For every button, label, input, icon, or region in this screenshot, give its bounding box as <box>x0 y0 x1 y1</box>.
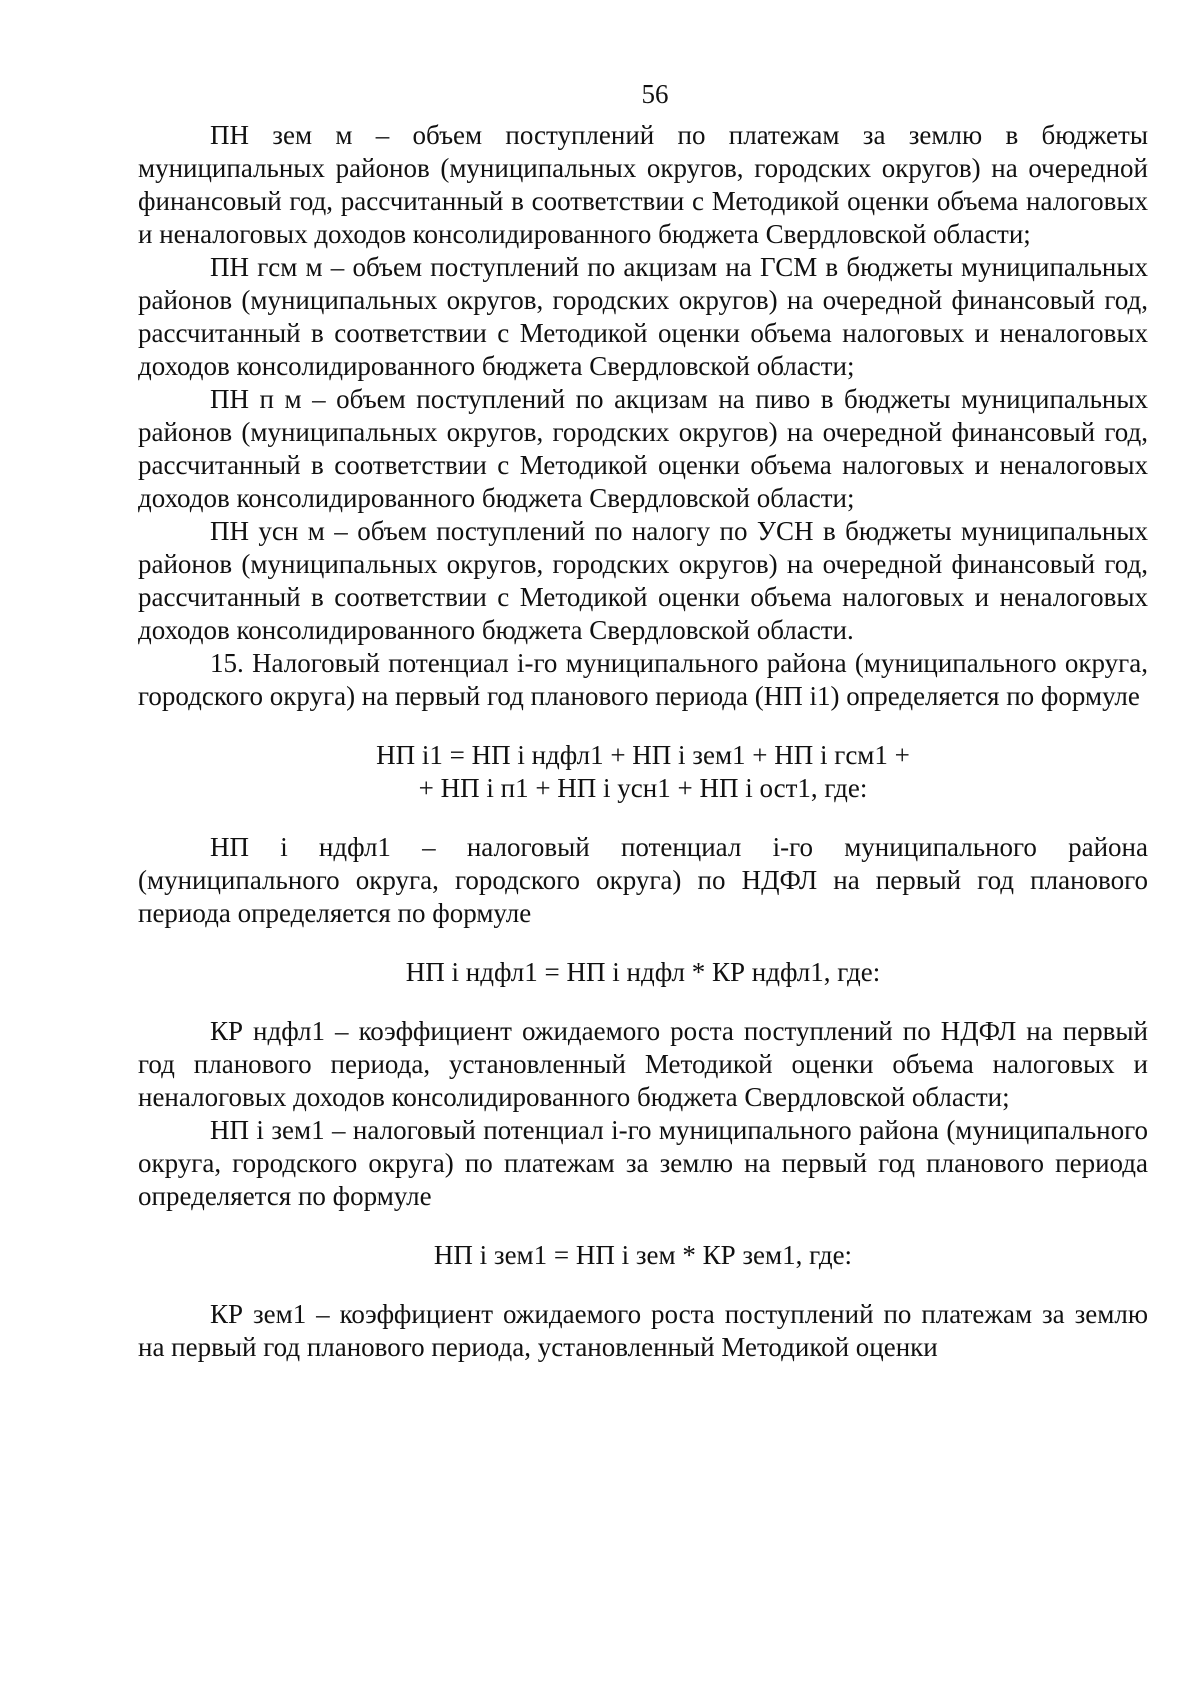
page-number: 56 <box>641 79 669 109</box>
document-page <box>138 78 1148 1364</box>
section-15-intro: 15. Налоговый потенциал i-го муниципального района (муниципального округа, городского округа) на первый год планового периода (НП i1) определяется по формуле <box>138 648 1148 711</box>
definition-pn-usn: ПН усн м – объем поступлений по налогу по УСН в бюджеты муниципальных районов (муниципальных округов, городских округов) на очередной финансовый год, рассчитанный в соответствии с Методикой оценки объема налоговых и неналоговых доходов консолидированного бюджета Свердловской области. <box>138 516 1148 645</box>
definition-np-zem1: НП i зем1 – налоговый потенциал i-го муниципального района (муниципального округа, городского округа) по платежам за землю на первый год планового периода определяется по формуле <box>138 1115 1148 1211</box>
definition-kr-zem1: КР зем1 – коэффициент ожидаемого роста поступлений по платежам за землю на первый год планового периода, установленный Методикой оценки <box>138 1299 1148 1362</box>
formula-np-i1-line2: + НП i п1 + НП i усн1 + НП i ост1, где: <box>418 773 868 803</box>
formula-np-zem1: НП i зем1 = НП i зем * КР зем1, где: <box>433 1240 853 1270</box>
formula-np-ndfl1: НП i ндфл1 = НП i ндфл * КР ндфл1, где: <box>405 957 881 987</box>
definition-pn-p: ПН п м – объем поступлений по акцизам на пиво в бюджеты муниципальных районов (муниципальных округов, городских округов) на очередной финансовый год, рассчитанный в соответствии с Методикой оценки объема налоговых и неналоговых доходов консолидированного бюджета Свердловской области; <box>138 384 1148 513</box>
definition-pn-gsm: ПН гсм м – объем поступлений по акцизам на ГСМ в бюджеты муниципальных районов (муниципальных округов, городских округов) на очередной финансовый год, рассчитанный в соответствии с Методикой оценки объема налоговых и неналоговых доходов консолидированного бюджета Свердловской области; <box>138 252 1148 381</box>
definition-np-ndfl1: НП i ндфл1 – налоговый потенциал i-го муниципального района (муниципального округа, городского округа) по НДФЛ на первый год планового периода определяется по формуле <box>138 832 1148 928</box>
formula-np-i1-line1: НП i1 = НП i ндфл1 + НП i зем1 + НП i гсм1 + <box>376 740 910 770</box>
definition-kr-ndfl1: КР ндфл1 – коэффициент ожидаемого роста поступлений по НДФЛ на первый год планового периода, установленный Методикой оценки объема налоговых и неналоговых доходов консолидированного бюджета Свердловской области; <box>138 1016 1148 1112</box>
formula-np-i1 <box>138 739 1148 805</box>
definition-pn-zem: ПН зем м – объем поступлений по платежам за землю в бюджеты муниципальных районов (муниципальных округов, городских округов) на очередной финансовый год, рассчитанный в соответствии с Методикой оценки объема налоговых и неналоговых доходов консолидированного бюджета Свердловской области; <box>138 120 1148 249</box>
